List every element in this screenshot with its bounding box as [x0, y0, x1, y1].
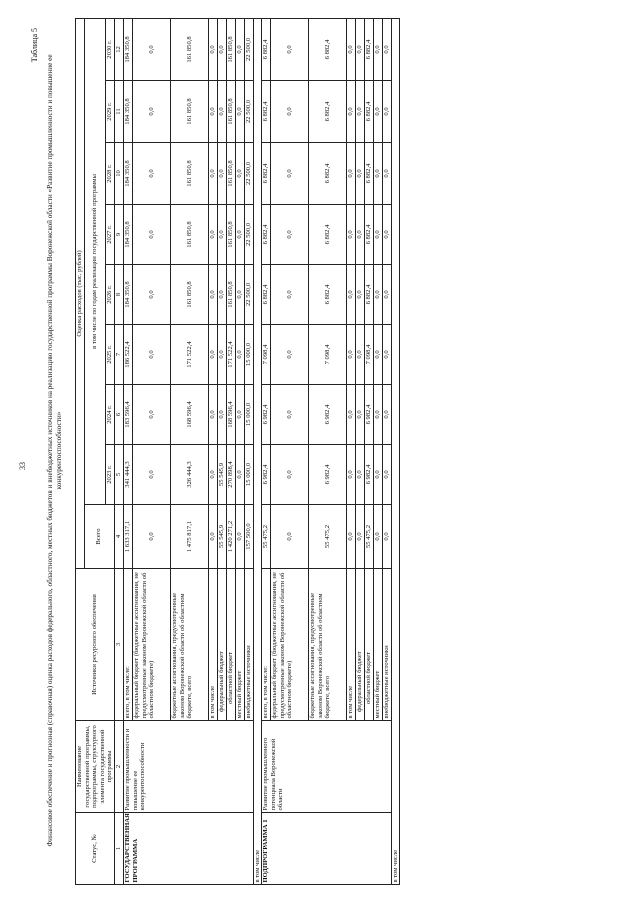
year-value: 0,0 [235, 205, 244, 265]
year-value: 0,0 [355, 205, 364, 265]
year-value: 22 500,0 [244, 18, 253, 80]
column-number: 12 [114, 18, 123, 80]
column-number: 8 [114, 265, 123, 325]
year-value: 7 098,4 [364, 325, 373, 385]
source-cell: местный бюджет [373, 569, 382, 721]
total-value: 55 475,2 [261, 505, 270, 569]
by-years-header: в том числе по годам реализации государственной программы [84, 18, 106, 504]
year-value: 0,0 [132, 325, 170, 385]
year-value: 0,0 [355, 325, 364, 385]
year-value: 0,0 [355, 445, 364, 505]
year-value: 0,0 [355, 385, 364, 445]
year-value: 0,0 [346, 205, 355, 265]
source-cell: всего, в том числе: [261, 569, 270, 721]
year-value: 6 882,4 [308, 18, 346, 80]
year-value: 0,0 [235, 81, 244, 143]
source-cell: в том числе [346, 569, 355, 721]
total-header: Всего [84, 505, 114, 569]
year-value: 6 882,4 [364, 205, 373, 265]
year-value: 0,0 [270, 265, 308, 325]
column-number: 2 [114, 721, 123, 813]
column-number: 3 [114, 569, 123, 721]
year-value: 0,0 [208, 143, 217, 205]
year-value: 7 098,4 [261, 325, 270, 385]
year-value: 0,0 [346, 81, 355, 143]
source-header: Источники ресурсного обеспечения [76, 569, 115, 721]
source-cell: бюджетные ассигнования, предусмотренные законом Воронежской области об областном бюджете, всего [308, 569, 346, 721]
status-cell: ГОСУДАРСТВЕННАЯ ПРОГРАММА [123, 813, 253, 885]
year-value: 171 522,4 [226, 325, 235, 385]
year-value: 6 882,4 [308, 265, 346, 325]
year-value: 0,0 [382, 445, 391, 505]
total-value: 55 545,9 [217, 505, 226, 569]
year-value: 0,0 [235, 325, 244, 385]
year-value: 0,0 [346, 143, 355, 205]
year-value: 0,0 [382, 143, 391, 205]
year-value: 15 000,0 [244, 445, 253, 505]
year-value: 0,0 [270, 143, 308, 205]
year-value: 55 545,9 [217, 445, 226, 505]
year-value: 270 898,4 [226, 445, 235, 505]
year-value: 0,0 [217, 205, 226, 265]
year-value: 0,0 [208, 18, 217, 80]
year-value: 0,0 [217, 81, 226, 143]
year-value: 0,0 [373, 445, 382, 505]
year-value: 161 850,8 [226, 18, 235, 80]
year-value: 0,0 [132, 18, 170, 80]
year-value: 6 882,4 [364, 265, 373, 325]
year-value: 0,0 [382, 81, 391, 143]
year-value: 161 850,8 [170, 18, 208, 80]
year-value: 161 850,8 [170, 81, 208, 143]
year-value: 0,0 [355, 265, 364, 325]
year-value: 171 522,4 [170, 325, 208, 385]
year-value: 168 596,4 [170, 385, 208, 445]
total-value: 1 420 271,2 [226, 505, 235, 569]
year-value: 0,0 [373, 265, 382, 325]
year-value: 0,0 [373, 385, 382, 445]
year-value: 0,0 [382, 18, 391, 80]
source-cell: местный бюджет [235, 569, 244, 721]
year-value: 0,0 [132, 143, 170, 205]
year-value: 0,0 [373, 205, 382, 265]
year-value: 161 850,8 [170, 265, 208, 325]
year-value: 0,0 [373, 143, 382, 205]
year-header: 2023 г. [106, 445, 115, 505]
year-value: 0,0 [355, 143, 364, 205]
year-value: 0,0 [382, 205, 391, 265]
column-number: 6 [114, 385, 123, 445]
source-cell: бюджетные ассигнования, предусмотренные законом Воронежской области об областном бюджете, всего [170, 569, 208, 721]
year-value: 0,0 [270, 205, 308, 265]
total-value: 0,0 [346, 505, 355, 569]
year-value: 0,0 [373, 18, 382, 80]
source-cell: внебюджетные источники [382, 569, 391, 721]
year-value: 15 000,0 [244, 385, 253, 445]
year-value: 0,0 [217, 265, 226, 325]
section-separator-row [253, 18, 261, 884]
year-value: 22 500,0 [244, 143, 253, 205]
total-value: 0,0 [382, 505, 391, 569]
source-cell: федеральный бюджет [355, 569, 364, 721]
year-value: 6 882,4 [261, 81, 270, 143]
year-header: 2026 г. [106, 265, 115, 325]
year-header: 2029 г. [106, 81, 115, 143]
year-value: 0,0 [270, 445, 308, 505]
year-value: 0,0 [217, 143, 226, 205]
year-value: 22 500,0 [244, 265, 253, 325]
year-value: 6 882,4 [308, 205, 346, 265]
year-value: 0,0 [270, 81, 308, 143]
year-header: 2028 г. [106, 143, 115, 205]
estimate-header: Оценка расходов (тыс. рублей) [76, 18, 85, 568]
year-value: 6 882,4 [364, 81, 373, 143]
year-value: 0,0 [346, 445, 355, 505]
year-value: 0,0 [217, 385, 226, 445]
year-value: 168 596,4 [226, 385, 235, 445]
year-value: 183 596,4 [123, 385, 132, 445]
year-value: 0,0 [208, 205, 217, 265]
year-value: 0,0 [132, 445, 170, 505]
source-cell: областной бюджет [226, 569, 235, 721]
footer-row [391, 18, 399, 884]
year-value: 161 850,8 [226, 265, 235, 325]
year-value: 0,0 [346, 265, 355, 325]
year-value: 0,0 [373, 325, 382, 385]
year-value: 6 982,4 [364, 385, 373, 445]
year-value: 0,0 [355, 18, 364, 80]
year-value: 0,0 [208, 265, 217, 325]
year-value: 6 882,4 [261, 18, 270, 80]
total-value: 0,0 [132, 505, 170, 569]
column-number: 10 [114, 143, 123, 205]
source-cell: федеральный бюджет (бюджетные ассигнования, не предусмотренные законом Воронежской области об областном бюджете) [270, 569, 308, 721]
year-value: 184 350,8 [123, 205, 132, 265]
year-value: 22 500,0 [244, 205, 253, 265]
name-header: Наименование государственной программы, подпрограммы, структурного элемента государственной программы [76, 721, 115, 813]
page-number: 33 [18, 462, 27, 470]
table-body [123, 18, 399, 884]
year-value: 161 850,8 [226, 143, 235, 205]
year-value: 0,0 [208, 81, 217, 143]
total-value: 0,0 [373, 505, 382, 569]
year-value: 22 500,0 [244, 81, 253, 143]
year-value: 0,0 [373, 81, 382, 143]
year-header: 2027 г. [106, 205, 115, 265]
year-value: 6 882,4 [308, 81, 346, 143]
source-cell: федеральный бюджет (бюджетные ассигнования, не предусмотренные законом Воронежской области об областном бюджете) [132, 569, 170, 721]
year-value: 6 882,4 [364, 143, 373, 205]
year-value: 0,0 [132, 385, 170, 445]
year-value: 0,0 [270, 325, 308, 385]
table-row [261, 18, 270, 884]
year-header: 2025 г. [106, 325, 115, 385]
separator-label: в том числе [253, 18, 261, 884]
year-value: 0,0 [132, 81, 170, 143]
year-value: 0,0 [270, 18, 308, 80]
source-cell: всего, в том числе: [123, 569, 132, 721]
year-value: 186 522,4 [123, 325, 132, 385]
year-value: 326 444,3 [170, 445, 208, 505]
year-value: 6 982,4 [364, 445, 373, 505]
column-number: 4 [114, 505, 123, 569]
column-number: 9 [114, 205, 123, 265]
footer-label: в том числе [391, 18, 399, 884]
total-value: 1 475 817,1 [170, 505, 208, 569]
year-value: 0,0 [235, 265, 244, 325]
year-value: 0,0 [270, 385, 308, 445]
year-value: 0,0 [217, 18, 226, 80]
year-value: 184 350,8 [123, 81, 132, 143]
year-value: 0,0 [208, 385, 217, 445]
year-header: 2030 г. [106, 18, 115, 80]
total-value: 55 475,2 [364, 505, 373, 569]
total-value: 55 475,2 [308, 505, 346, 569]
source-cell: федеральный бюджет [217, 569, 226, 721]
year-header: 2024 г. [106, 385, 115, 445]
year-value: 341 444,3 [123, 445, 132, 505]
year-value: 184 350,8 [123, 265, 132, 325]
year-value: 161 850,8 [170, 143, 208, 205]
year-value: 0,0 [235, 18, 244, 80]
year-value: 0,0 [235, 445, 244, 505]
column-number: 11 [114, 81, 123, 143]
status-cell: ПОДПРОГРАММА 1 [261, 813, 391, 885]
year-value: 0,0 [382, 325, 391, 385]
source-cell: внебюджетные источники [244, 569, 253, 721]
column-numbers-row [114, 18, 123, 884]
year-value: 0,0 [208, 325, 217, 385]
source-cell: областной бюджет [364, 569, 373, 721]
year-value: 184 350,8 [123, 18, 132, 80]
total-value: 0,0 [355, 505, 364, 569]
header-row-1 [76, 18, 85, 884]
year-value: 0,0 [235, 143, 244, 205]
total-value: 0,0 [208, 505, 217, 569]
year-value: 6 882,4 [261, 205, 270, 265]
year-value: 0,0 [355, 81, 364, 143]
year-value: 6 982,4 [261, 385, 270, 445]
year-value: 0,0 [208, 445, 217, 505]
year-value: 0,0 [382, 385, 391, 445]
total-value: 157 500,0 [244, 505, 253, 569]
year-value: 0,0 [132, 205, 170, 265]
table-caption: Финансовое обеспечение и прогнозная (справочная) оценка расходов федерального, областного, местных бюджетов и внебюджетных источников на реализацию государственной программы Воронежской области «Развитие промышленности и повышение ее конкурентоспособности» [46, 54, 63, 847]
year-value: 184 350,8 [123, 143, 132, 205]
year-value: 6 982,4 [308, 385, 346, 445]
table-row [123, 18, 132, 884]
name-cell: Развитие промышленности и повышение ее конкурентоспособности [123, 721, 253, 813]
year-value: 161 850,8 [226, 205, 235, 265]
column-number: 7 [114, 325, 123, 385]
total-value: 0,0 [270, 505, 308, 569]
year-value: 6 982,4 [308, 445, 346, 505]
budget-table [75, 18, 400, 885]
column-number: 5 [114, 445, 123, 505]
year-value: 0,0 [346, 325, 355, 385]
total-value: 0,0 [235, 505, 244, 569]
column-number: 1 [114, 813, 123, 885]
year-value: 0,0 [346, 18, 355, 80]
year-value: 6 882,4 [261, 143, 270, 205]
year-value: 6 982,4 [261, 445, 270, 505]
year-value: 0,0 [382, 265, 391, 325]
year-value: 0,0 [217, 325, 226, 385]
year-value: 6 882,4 [364, 18, 373, 80]
year-value: 15 000,0 [244, 325, 253, 385]
year-value: 6 882,4 [261, 265, 270, 325]
year-value: 161 850,8 [170, 205, 208, 265]
year-value: 161 850,8 [226, 81, 235, 143]
year-value: 7 098,4 [308, 325, 346, 385]
year-value: 6 882,4 [308, 143, 346, 205]
year-value: 0,0 [235, 385, 244, 445]
year-value: 0,0 [346, 385, 355, 445]
year-value: 0,0 [132, 265, 170, 325]
table-label: Таблица 5 [30, 28, 39, 63]
source-cell: в том числе [208, 569, 217, 721]
status-header: Статус, № [76, 813, 115, 885]
total-value: 1 633 317,1 [123, 505, 132, 569]
name-cell: Развитие промышленного потенциала Воронежской области [261, 721, 391, 813]
